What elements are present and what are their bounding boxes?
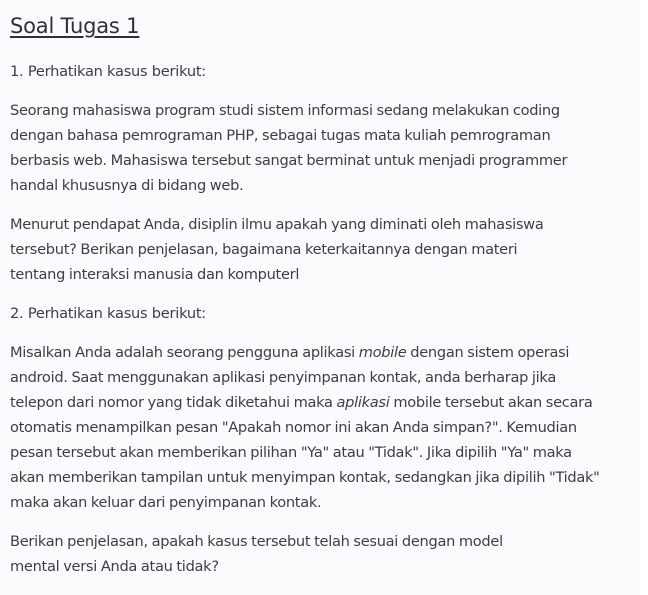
text-line: tentang interaksi manusia dan komputerl [10,266,300,283]
text-segment: Misalkan Anda adalah seorang pengguna aplikasi [10,344,359,361]
text-line: akan memberikan tampilan untuk menyimpan kontak, sedangkan jika dipilih "Tidak" [10,469,600,486]
question-2-case [10,340,630,515]
text-line: mental versi Anda atau tidak? [10,558,219,575]
emphasis-aplikasi: aplikasi [336,394,390,411]
text-segment: telepon dari nomor yang tidak diketahui maka [10,394,337,411]
text-segment: dengan sistem operasi [406,344,570,361]
text-line: Berikan penjelasan, apakah kasus tersebut telah sesuai dengan model [10,533,503,550]
text-line: berbasis web. Mahasiswa tersebut sangat berminat untuk menjadi programmer [10,152,568,169]
question-1-heading: 1. Perhatikan kasus berikut: [10,63,206,80]
text-line: tersebut? Berikan penjelasan, bagaimana keterkaitannya dengan materi [10,241,518,258]
text-line: dengan bahasa pemrograman PHP, sebagai tugas mata kuliah pemrograman [10,127,551,144]
text-line: android. Saat menggunakan aplikasi penyimpanan kontak, anda berharap jika [10,369,556,386]
question-1-case [10,98,630,198]
text-line: otomatis menampilkan pesan "Apakah nomor ini akan Anda simpan?". Kemudian [10,419,577,436]
text-line: maka akan keluar dari penyimpanan kontak. [10,494,322,511]
page-title: Soal Tugas 1 [10,14,140,38]
question-2-heading: 2. Perhatikan kasus berikut: [10,305,206,322]
text-line [10,390,630,415]
text-line: handal khususnya di bidang web. [10,177,244,194]
emphasis-mobile: mobile [358,344,407,361]
text-line: Seorang mahasiswa program studi sistem informasi sedang melakukan coding [10,102,560,119]
question-2-prompt [10,529,630,579]
text-line: Menurut pendapat Anda, disiplin ilmu apakah yang diminati oleh mahasiswa [10,216,544,233]
question-1-prompt [10,212,630,287]
text-line [10,340,630,365]
text-line: pesan tersebut akan memberikan pilihan "Ya" atau "Tidak". Jika dipilih "Ya" maka [10,444,572,461]
text-segment: mobile tersebut akan secara [389,394,593,411]
